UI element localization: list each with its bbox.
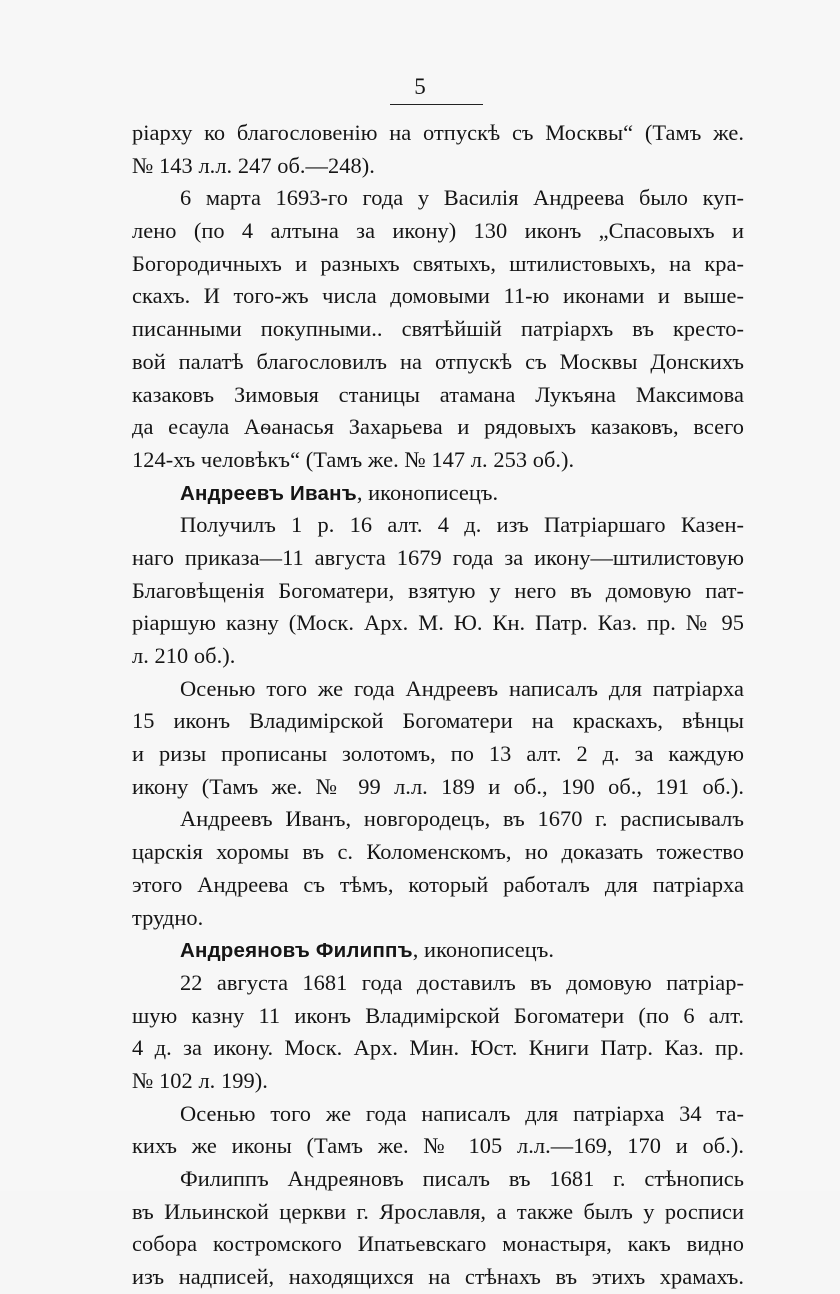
text-line: и ризы прописаны золотомъ, по 13 алт. 2 д. за каждую [132, 741, 744, 767]
body-text [132, 117, 744, 1294]
entry-description: , иконописецъ. [356, 479, 499, 505]
text-line: этого Андреева съ тѣмъ, который работалъ для патріарха [132, 871, 744, 897]
text-line: № 143 л.л. 247 об.—248). [132, 152, 375, 178]
page-number-rule [390, 104, 483, 105]
text-line: Благовѣщенія Богоматери, взятую у него въ домовую пат- [132, 577, 744, 603]
text-line: Андреевъ Иванъ, новгородецъ, въ 1670 г. расписывалъ [180, 806, 744, 832]
entry-description: , иконописецъ. [412, 937, 555, 963]
text-line: въ Ильинской церкви г. Ярославля, а также былъ у росписи [132, 1198, 744, 1224]
text-line: 15 иконъ Владимірской Богоматери на краскахъ, вѣнцы [132, 708, 744, 734]
text-line: наго приказа—11 августа 1679 года за икону—штилистовую [132, 544, 744, 570]
text-line: Филиппъ Андреяновъ писалъ въ 1681 г. стѣнопись [180, 1166, 744, 1191]
text-line: собора костромского Ипатьевскаго монастыря, какъ видно [132, 1231, 744, 1257]
entry-name: Андреяновъ Филиппъ [180, 939, 413, 963]
entry-name: Андреевъ Иванъ [180, 481, 357, 505]
text-line: икону (Тамъ же. № 99 л.л. 189 и об., 190 об., 191 об.). [132, 773, 744, 799]
text-line: 22 августа 1681 года доставилъ въ домовую патріар- [180, 969, 744, 995]
text-line: ріаршую казну (Моск. Арх. М. Ю. Кн. Патр. Каз. пр. № 95 [132, 610, 744, 636]
entry-heading-line [132, 934, 744, 967]
text-line: скахъ. И того-жъ числа домовыми 11-ю иконами и выше- [132, 283, 744, 309]
text-line: л. 210 об.). [132, 643, 236, 668]
text-line: лено (по 4 алтына за икону) 130 иконъ „Спасовыхъ и [132, 218, 744, 244]
text-line: 4 д. за икону. Моск. Арх. Мин. Юст. Книги Патр. Каз. пр. [132, 1035, 744, 1061]
text-line: № 102 л. 199). [132, 1067, 268, 1093]
text-line: вой палатѣ благословилъ на отпускѣ съ Москвы Донскихъ [132, 348, 744, 374]
text-line: казаковъ Зимовыя станицы атамана Лукъяна Максимова [132, 381, 744, 407]
text-line: изъ надписей, находящихся на стѣнахъ въ этихъ храмахъ. [132, 1264, 744, 1290]
entry-heading-line [132, 477, 744, 510]
text-line: да есаула Аѳанасья Захарьева и рядовыхъ казаковъ, всего [132, 414, 744, 440]
page-number: 5 [414, 74, 426, 99]
text-line: кихъ же иконы (Тамъ же. № 105 л.л.—169, 170 и об.). [132, 1133, 744, 1159]
text-line: Богородичныхъ и разныхъ святыхъ, штилистовыхъ, на кра- [132, 250, 744, 276]
text-line: Получилъ 1 р. 16 алт. 4 д. изъ Патріаршаго Казен- [180, 512, 744, 538]
text-line: Осенью того же года Андреевъ написалъ для патріарха [180, 675, 744, 701]
text-line: 124-хъ человѣкъ“ (Тамъ же. № 147 л. 253 об.). [132, 446, 575, 472]
text-line: писанными покупными.. святѣйшій патріархъ въ кресто- [132, 316, 744, 342]
text-line: царскія хоромы въ с. Коломенскомъ, но доказать тожество [132, 839, 744, 865]
text-line: 6 марта 1693-го года у Василія Андреева было куп- [180, 185, 744, 211]
text-line: трудно. [132, 904, 204, 930]
text-line: Осенью того же года написалъ для патріарха 34 та- [180, 1100, 744, 1126]
text-line: шую казну 11 иконъ Владимірской Богоматери (по 6 алт. [132, 1002, 744, 1028]
text-line: ріарху ко благословенію на отпускѣ съ Москвы“ (Тамъ же. [132, 120, 744, 145]
